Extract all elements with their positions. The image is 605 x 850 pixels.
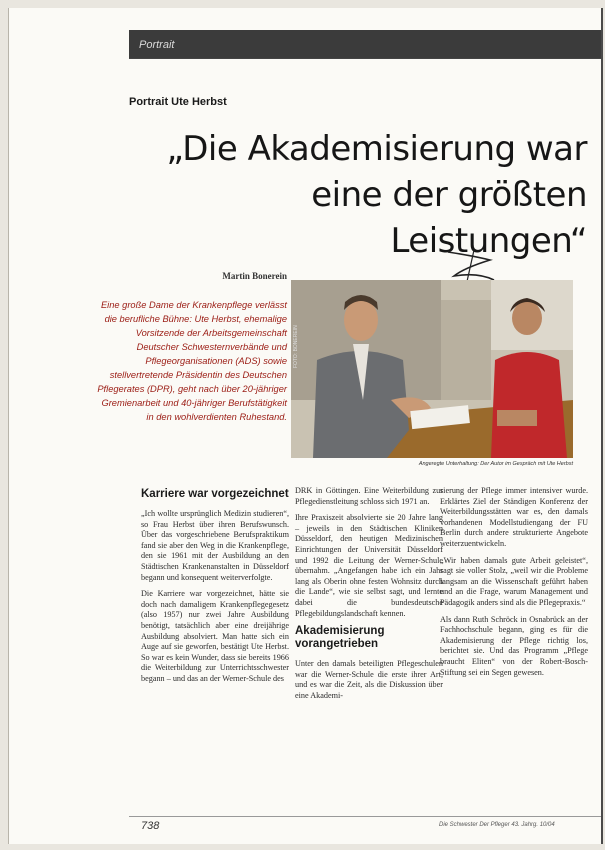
paragraph: DRK in Göttingen. Eine Weiterbildung zur Pflegedienstleitung schloss sich 1971 an.	[295, 486, 443, 506]
article-lead: Eine große Dame der Krankenpflege verlässt die berufliche Bühne: Ute Herbst, ehemalige Vorsitzende der Arbeitsgemeinschaft Deutscher Schwesternverbände und Pflegeorganisationen (ADS) sowie stellvertretende Präsidentin des Deutschen Pflegerates (DPR), geht nach über 20-jähriger Gremienarbeit und 40-jähriger Berufstätigkeit in den wohlverdienten Ruhestand.	[97, 300, 287, 422]
text-column-2	[295, 486, 443, 708]
subheading-akademisierung: Akademisierung vorangetrieben	[295, 625, 385, 651]
paragraph: Unter den damals beteiligten Pflegeschulen war die Werner-Schule die erste ihrer Art, und es war die Zeit, als die Diskussion über eine Akademi-	[295, 659, 443, 700]
journal-footer: Die Schwester Der Pfleger 43. Jahrg. 10/04	[439, 822, 555, 828]
section-bar	[129, 30, 601, 58]
text-column-3	[440, 486, 588, 684]
interview-photo	[291, 280, 573, 458]
paragraph: „Wir haben damals gute Arbeit geleistet“, sagt sie voller Stolz, „weil wir die Probleme langsam an die Wissenschaft geführt haben und an die Frage, warum Management und Pädagogik anders sind als die Pflegepraxis.“	[440, 555, 588, 607]
header-rule	[129, 58, 601, 59]
page-number: 738	[141, 820, 160, 832]
section-label: Portrait	[139, 39, 175, 51]
paragraph: Die Karriere war vorgezeichnet, hätte sie doch nach damaligem Krankenpflegegesetz (also 1957) nur zwei Jahre Ausbildung benötigt, tatsächlich aber eine dreijährige Ausbildung absolviert. Man hatte sich ein Auge auf sie geworfen, bestätigt Ute Herbst. So war es kein Wunder, dass sie bereits 1966 die Weiterbildung zur Unterrichtsschwester begann – und das an der Werner-Schule des	[141, 589, 289, 683]
headline-line-1: „Die Akademisierung war	[166, 129, 587, 169]
photo-illustration	[291, 280, 573, 458]
magazine-page	[8, 8, 603, 844]
paragraph: sierung der Pflege immer intensiver wurde. Erklärtes Ziel der Ständigen Konferenz der Weiterbildungsstätten war es, den damals vorhandenen Modellstudiengang der FU Berlin durch andere strukturierte Angebote weiterzuentwickeln.	[440, 486, 588, 548]
paragraph: Ihre Praxiszeit absolvierte sie 20 Jahre lang – jeweils in den Städtischen Kliniken Düsseldorf, den heutigen Medizinischen Einrichtungen der Universität Düsseldorf und 1992 die Leitung der Werner-Schule übernahm. „Angefangen habe ich ein Jahr lang als Oberin ohne festen Wohnsitz durch die Lande“, wie sie selbst sagt, und lernte dabei die bundesdeutsche Pflegebildungslandschaft kennen.	[295, 513, 443, 618]
article-headline	[125, 126, 587, 264]
text-column-1	[141, 486, 289, 691]
photo-caption: Angeregte Unterhaltung: Der Autor im Gespräch mit Ute Herbst	[418, 461, 573, 467]
headline-line-2: eine der größten Leistungen“	[311, 175, 587, 261]
author-byline: Martin Bonerein	[222, 271, 287, 281]
paragraph: Als dann Ruth Schröck in Osnabrück an der Fachhochschule begann, ging es für die Akademisierung der Pflege richtig los, berichtet sie. Und das Programm „Pflege braucht Eliten“ von der Robert-Bosch-Stiftung sei ein Segen gewesen.	[440, 614, 588, 677]
paragraph: „Ich wollte ursprünglich Medizin studieren“, so Frau Herbst über ihren Berufswunsch. Über das vorgeschriebene Berufspraktikum fand sie aber den Weg in die Krankenpflege, den sie 1961 mit der Ausbildung an den Städtischen Krankenanstalten in Düsseldorf begann und konsequent weiterverfolgte.	[141, 509, 289, 582]
photo-credit: FOTO: BONEREIN	[293, 325, 299, 368]
article-kicker: Portrait Ute Herbst	[129, 96, 227, 108]
subheading-karriere: Karriere war vorgezeichnet	[141, 488, 289, 500]
footer-rule	[129, 816, 601, 817]
